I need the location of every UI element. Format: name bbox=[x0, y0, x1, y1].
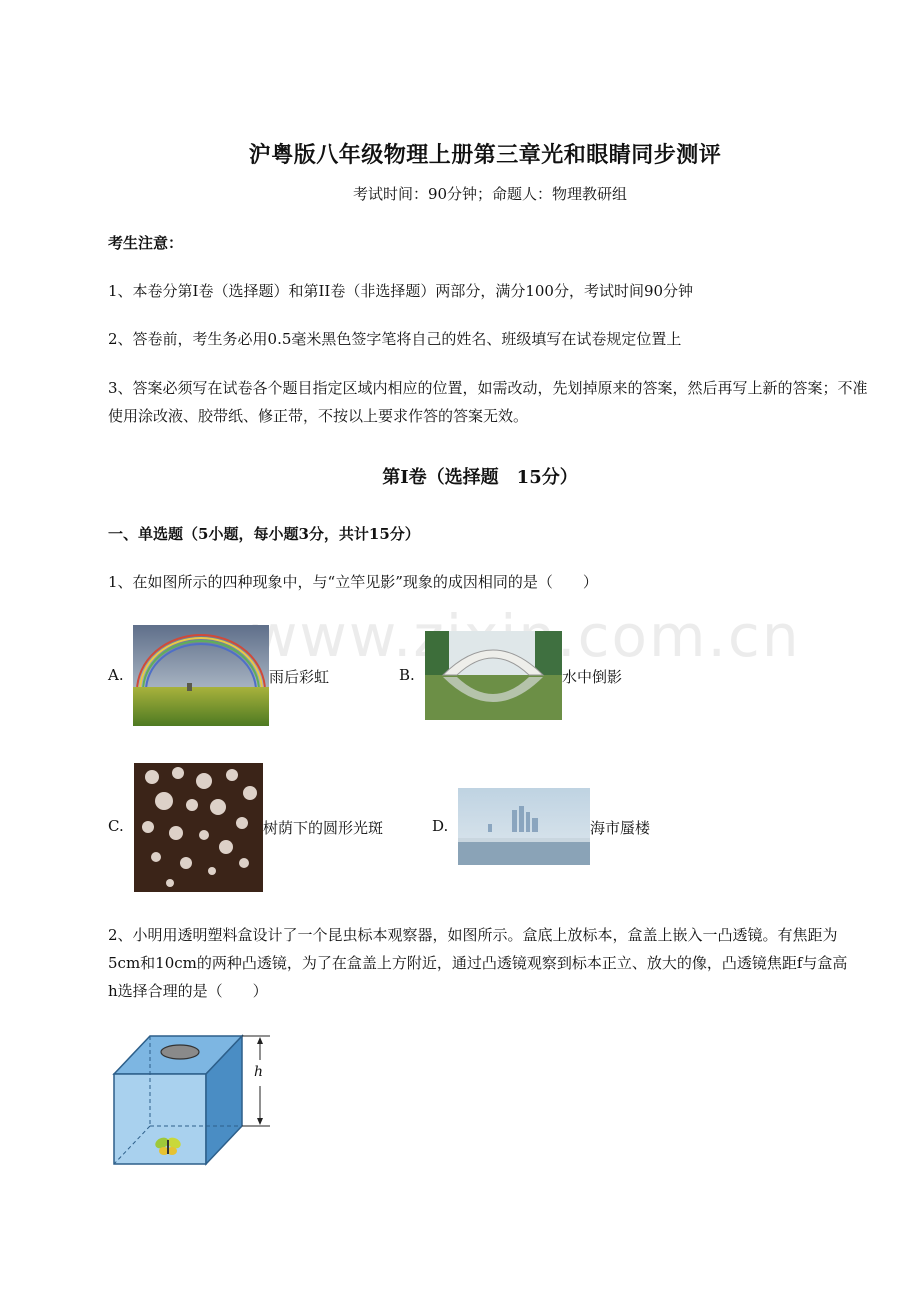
notice-heading: 考生注意： bbox=[108, 234, 184, 252]
mirage-image bbox=[458, 788, 590, 865]
question-1-stem: 1、在如图所示的四种现象中，与“立竿见影”现象的成因相同的是（ ） bbox=[108, 573, 598, 591]
rainbow-image bbox=[133, 625, 269, 726]
exam-info: 考试时间：90分钟；命题人：物理教研组 bbox=[352, 185, 628, 203]
bridge-reflection-image bbox=[425, 631, 562, 720]
option-b-text: 水中倒影 bbox=[562, 668, 623, 686]
option-d-letter: D. bbox=[432, 817, 449, 835]
option-c-text: 树荫下的圆形光斑 bbox=[263, 819, 384, 837]
part-heading: 一、单选题（5小题，每小题3分，共计15分） bbox=[108, 525, 420, 543]
section-title: 第I卷（选择题 15分） bbox=[382, 467, 578, 488]
tree-shade-light-spots-image bbox=[134, 763, 263, 892]
question-2-stem: 2、小明用透明塑料盒设计了一个昆虫标本观察器，如图所示。盒底上放标本，盒盖上嵌入一凸透镜。有焦距为5cm和10cm的两种凸透镜，为了在盒盖上方附近，通过凸透镜观察到标本正立、放大的像，凸透镜焦距f与盒高h选择合理的是（ ） bbox=[108, 926, 848, 1000]
option-c-letter: C. bbox=[108, 817, 124, 835]
height-label: h bbox=[254, 1064, 264, 1080]
option-d-text: 海市蜃楼 bbox=[590, 819, 651, 837]
notice-item-3: 3、答案必须写在试卷各个题目指定区域内相应的位置，如需改动，先划掉原来的答案，然后再写上新的答案；不准使用涂改液、胶带纸、修正带，不按以上要求作答的答案无效。 bbox=[108, 379, 868, 425]
page-title: 沪粤版八年级物理上册第三章光和眼睛同步测评 bbox=[248, 142, 722, 168]
option-b-letter: B. bbox=[399, 666, 415, 684]
notice-item-1: 1、本卷分第I卷（选择题）和第II卷（非选择题）两部分，满分100分，考试时间90分钟 bbox=[108, 282, 694, 300]
option-a-text: 雨后彩虹 bbox=[269, 668, 330, 686]
notice-item-2: 2、答卷前，考生务必用0.5毫米黑色签字笔将自己的姓名、班级填写在试卷规定位置上 bbox=[108, 330, 682, 348]
option-a-letter: A. bbox=[108, 666, 124, 684]
insect-box-figure bbox=[108, 1030, 273, 1170]
